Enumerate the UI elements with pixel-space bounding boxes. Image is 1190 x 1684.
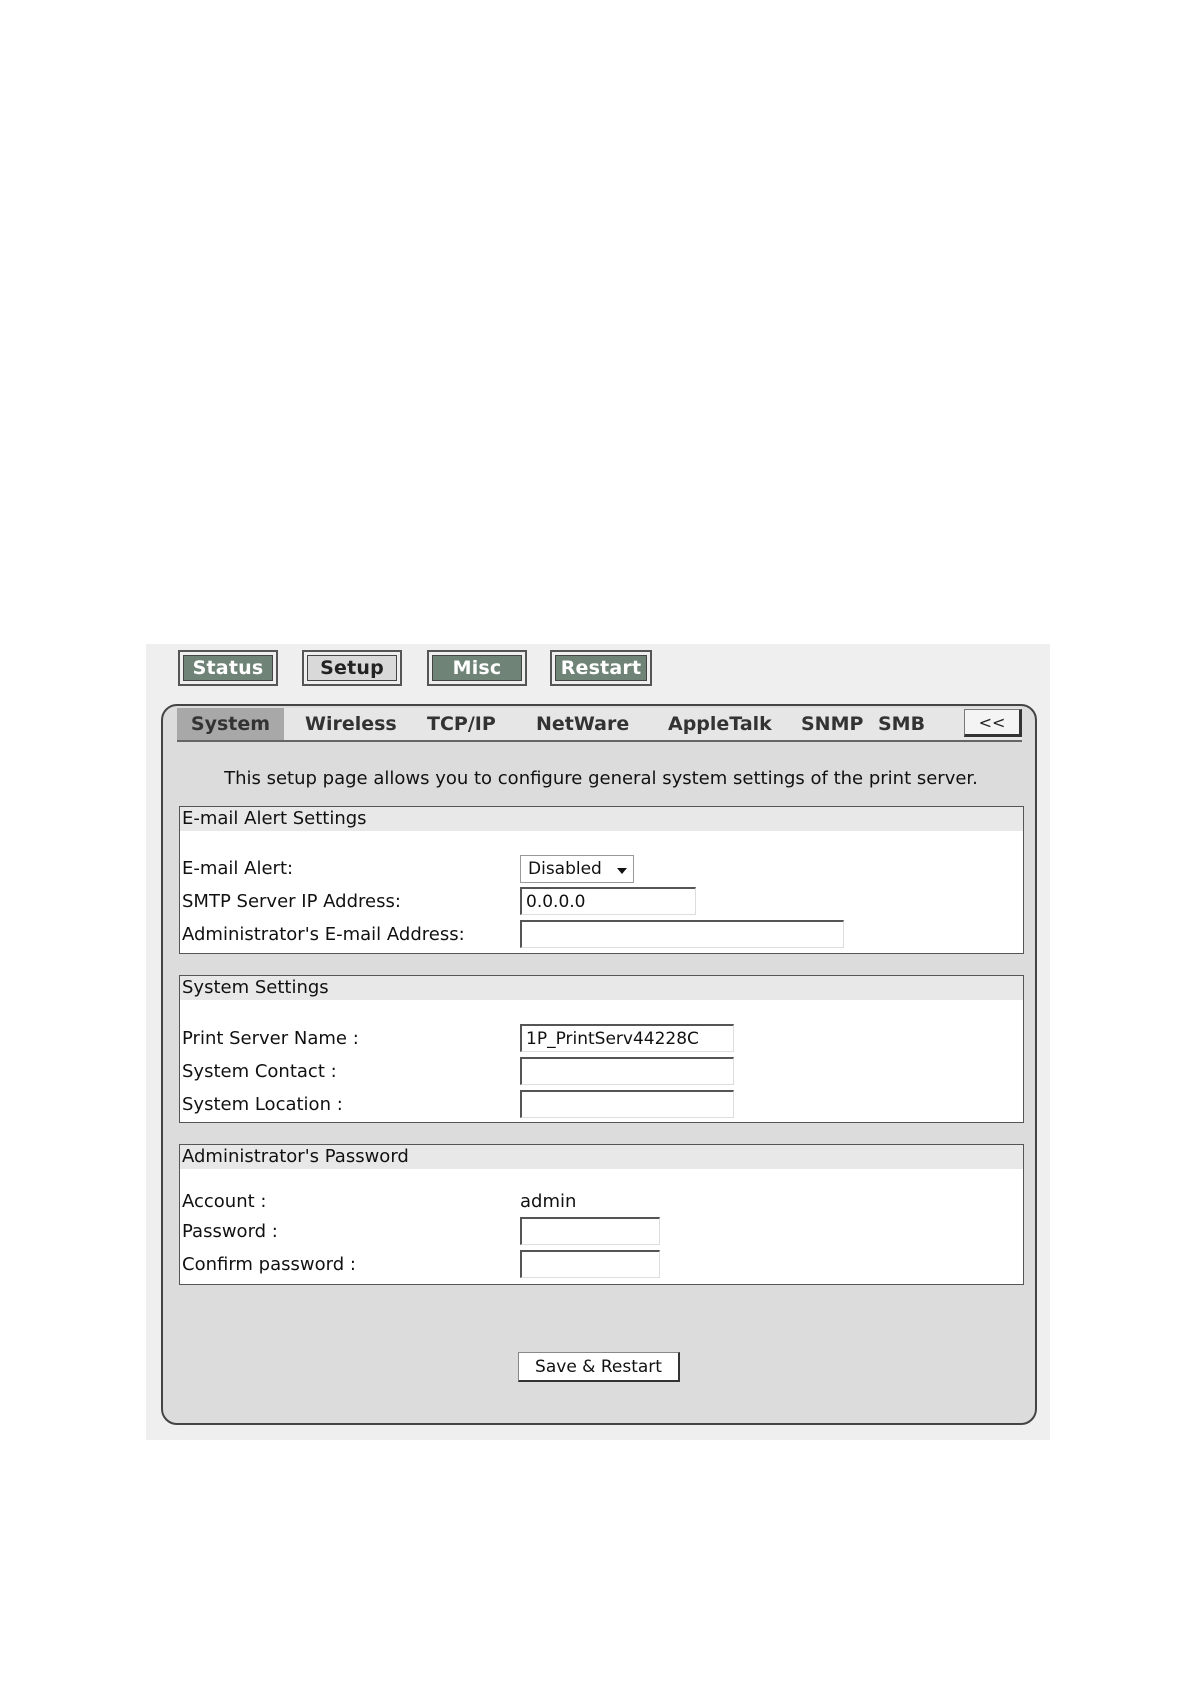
tab-smb[interactable]: SMB — [878, 713, 926, 735]
system-settings-section — [179, 975, 1024, 1123]
password-input[interactable] — [520, 1217, 660, 1245]
admin-email-input[interactable] — [520, 920, 844, 948]
system-location-input[interactable] — [520, 1090, 734, 1118]
email-alert-section-title: E-mail Alert Settings — [180, 807, 1023, 831]
email-alert-select-value: Disabled — [528, 859, 602, 879]
tab-snmp[interactable]: SNMP — [801, 713, 864, 735]
print-server-name-input[interactable] — [520, 1024, 734, 1052]
admin-password-section-title: Administrator's Password — [180, 1145, 1023, 1169]
account-label: Account : — [182, 1191, 267, 1212]
print-server-setup-screenshot — [146, 644, 1050, 1440]
email-alert-label: E-mail Alert: — [182, 858, 294, 879]
system-settings-section-title: System Settings — [180, 976, 1023, 1000]
chevron-down-icon — [617, 868, 627, 874]
tab-appletalk[interactable]: AppleTalk — [668, 713, 772, 735]
confirm-password-input[interactable] — [520, 1250, 660, 1278]
email-alert-section — [179, 806, 1024, 954]
collapse-tabs-button[interactable]: << — [964, 709, 1022, 737]
print-server-name-label: Print Server Name : — [182, 1028, 359, 1049]
tab-wireless[interactable]: Wireless — [305, 713, 397, 735]
save-and-restart-button[interactable]: Save & Restart — [518, 1352, 680, 1382]
misc-nav-button[interactable]: Misc — [427, 650, 527, 686]
password-label: Password : — [182, 1221, 278, 1242]
account-value: admin — [520, 1191, 577, 1212]
tab-system[interactable]: System — [177, 708, 284, 740]
setup-panel — [161, 704, 1037, 1425]
smtp-server-label: SMTP Server IP Address: — [182, 891, 401, 912]
system-contact-label: System Contact : — [182, 1061, 337, 1082]
setup-tab-bar — [177, 708, 1022, 742]
setup-nav-button[interactable]: Setup — [302, 650, 402, 686]
intro-text: This setup page allows you to configure general system settings of the print server. — [224, 768, 978, 789]
email-alert-select[interactable] — [520, 855, 634, 883]
system-contact-input[interactable] — [520, 1057, 734, 1085]
admin-email-label: Administrator's E-mail Address: — [182, 924, 465, 945]
status-nav-button[interactable]: Status — [178, 650, 278, 686]
confirm-password-label: Confirm password : — [182, 1254, 356, 1275]
smtp-server-input[interactable] — [520, 887, 696, 915]
tab-netware[interactable]: NetWare — [536, 713, 630, 735]
admin-password-section — [179, 1144, 1024, 1285]
restart-nav-button[interactable]: Restart — [550, 650, 652, 686]
tab-tcpip[interactable]: TCP/IP — [427, 713, 496, 735]
system-location-label: System Location : — [182, 1094, 343, 1115]
